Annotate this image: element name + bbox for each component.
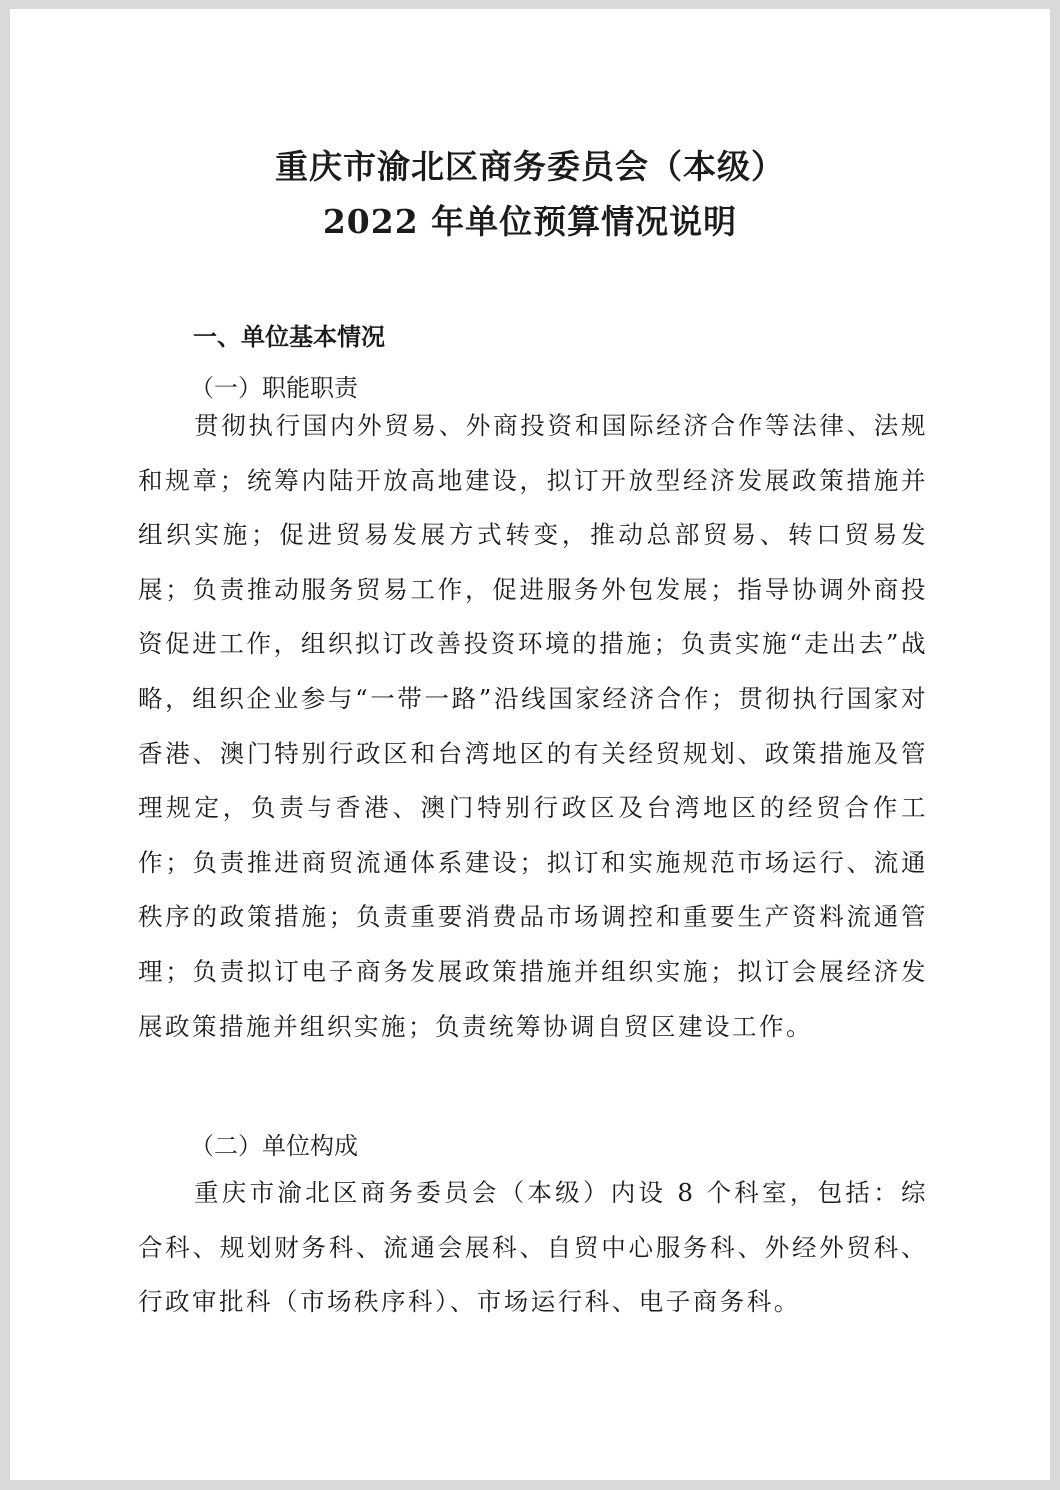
document-title-line-2: 2022 年单位预算情况说明 — [322, 202, 738, 241]
subsection-heading-functions: （一）职能职责 — [190, 374, 358, 402]
composition-paragraph: 重庆市渝北区商务委员会（本级）内设 8 个科室，包括：综合科、规划财务科、流通会展科、自贸中心服务科、外经外贸科、行政审批科（市场秩序科）、市场运行科、电子商务科。 — [138, 1178, 928, 1317]
section-heading-basic-info: 一、单位基本情况 — [193, 323, 385, 351]
document-title-line-1: 重庆市渝北区商务委员会（本级） — [275, 147, 785, 186]
subsection-heading-composition: （二）单位构成 — [190, 1132, 358, 1160]
functions-paragraph: 贯彻执行国内外贸易、外商投资和国际经济合作等法律、法规和规章；统筹内陆开放高地建设，拟订开放型经济发展政策措施并组织实施；促进贸易发展方式转变，推动总部贸易、转口贸易发展；负责推动服务贸易工作，促进服务外包发展；指导协调外商投资促进工作，组织拟订改善投资环境的措施；负责实施“走出去”战略，组织企业参与“一带一路”沿线国家经济合作；贯彻执行国家对香港、澳门特别行政区和台湾地区的有关经贸规划、政策措施及管理规定，负责与香港、澳门特别行政区及台湾地区的经贸合作工作；负责推进商贸流通体系建设；拟订和实施规范市场运行、流通秩序的政策措施；负责重要消费品市场调控和重要生产资料流通管理；负责拟订电子商务发展政策措施并组织实施；拟订会展经济发展政策措施并组织实施；负责统筹协调自贸区建设工作。 — [138, 411, 928, 1041]
document-page — [10, 9, 1050, 1480]
